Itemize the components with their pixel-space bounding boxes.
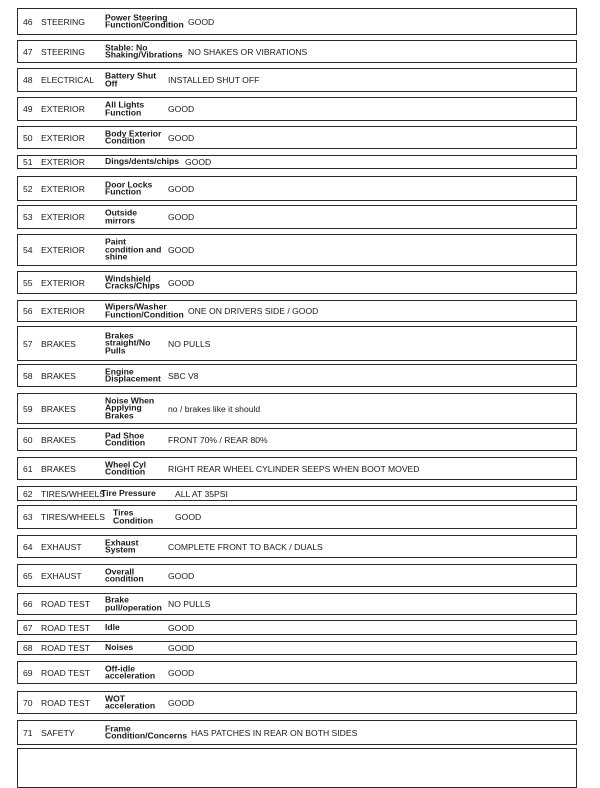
item-number: 70 <box>23 697 33 708</box>
item-number: 50 <box>23 132 33 143</box>
category-label: EXTERIOR <box>41 306 85 316</box>
check-item-label: Idle <box>105 621 120 632</box>
item-number: 57 <box>23 338 33 349</box>
item-number: 68 <box>23 643 33 653</box>
inspection-note: GOOD <box>168 245 195 255</box>
category-label: BRAKES <box>41 463 76 474</box>
table-row <box>17 68 577 92</box>
table-row <box>17 326 577 361</box>
item-number: 62 <box>23 488 33 499</box>
check-item-label: WOT acceleration <box>105 692 156 711</box>
category-label: TIRES/WHEELS <box>41 512 105 522</box>
table-row <box>17 505 577 529</box>
inspection-note: GOOD <box>168 183 195 194</box>
table-row <box>17 155 577 169</box>
item-number: 67 <box>23 622 33 633</box>
table-row <box>17 300 577 322</box>
table-row <box>17 271 577 294</box>
category-label: BRAKES <box>41 338 76 349</box>
inspection-note: NO SHAKES OR VIBRATIONS <box>188 46 308 57</box>
table-row <box>17 535 577 558</box>
inspection-note: GOOD <box>168 570 195 581</box>
inspection-note: RIGHT REAR WHEEL CYLINDER SEEPS WHEN BOOT MOVED <box>168 463 420 474</box>
check-item-label: Power Steering Function/Condition <box>105 11 184 30</box>
category-label: ROAD TEST <box>41 697 91 708</box>
item-number: 64 <box>23 541 33 552</box>
inspection-note: GOOD <box>168 104 195 114</box>
table-row <box>17 176 577 201</box>
inspection-note: GOOD <box>168 643 195 653</box>
check-item-label: Frame Condition/Concerns <box>105 722 188 741</box>
check-item-label: Battery Shut Off <box>105 70 157 88</box>
table-row <box>17 364 577 387</box>
table-row <box>17 641 577 655</box>
table-row <box>17 40 577 63</box>
inspection-note: GOOD <box>185 157 212 167</box>
check-item-label: Body Exterior Condition <box>105 127 162 146</box>
category-label: BRAKES <box>41 370 76 381</box>
table-row <box>17 205 577 229</box>
category-label: STEERING <box>41 46 85 57</box>
item-number: 63 <box>23 512 33 522</box>
inspection-note: GOOD <box>168 212 195 222</box>
check-item-label: Off-idle acceleration <box>105 662 156 681</box>
table-row <box>17 691 577 714</box>
check-item-label: Tires Condition <box>113 507 154 525</box>
check-item-label: Tire Pressure <box>101 487 156 498</box>
inspection-note: INSTALLED SHUT OFF <box>168 75 260 85</box>
item-number: 48 <box>23 75 33 85</box>
item-number: 59 <box>23 403 33 414</box>
category-label: BRAKES <box>41 434 76 445</box>
item-number: 51 <box>23 157 33 167</box>
check-item-label: Dings/dents/chips <box>105 156 180 167</box>
category-label: TIRES/WHEELS <box>41 488 105 499</box>
table-row <box>17 428 577 451</box>
table-row <box>17 661 577 684</box>
category-label: ROAD TEST <box>41 667 91 678</box>
inspection-note: FRONT 70% / REAR 80% <box>168 434 268 445</box>
inspection-note: GOOD <box>168 667 195 678</box>
table-row <box>17 126 577 149</box>
category-label: EXHAUST <box>41 570 82 581</box>
inspection-note: NO PULLS <box>168 599 211 609</box>
category-label: EXTERIOR <box>41 132 85 143</box>
inspection-note: no / brakes like it should <box>168 403 261 414</box>
table-row <box>17 564 577 587</box>
item-number: 52 <box>23 183 33 194</box>
item-number: 61 <box>23 463 33 474</box>
item-number: 49 <box>23 104 33 114</box>
item-number: 54 <box>23 245 33 255</box>
check-item-label: Wipers/Washer Function/Condition <box>105 301 184 319</box>
inspection-note: GOOD <box>188 16 215 27</box>
table-row <box>17 593 577 615</box>
check-item-label: Engine Displacement <box>105 365 161 384</box>
category-label: ROAD TEST <box>41 643 91 653</box>
item-number: 46 <box>23 16 33 27</box>
table-row <box>17 720 577 745</box>
item-number: 66 <box>23 599 33 609</box>
category-label: EXTERIOR <box>41 277 85 288</box>
check-item-label: Brakes straight/No Pulls <box>105 329 151 356</box>
check-item-label: Paint condition and shine <box>105 236 162 262</box>
item-number: 71 <box>23 727 33 738</box>
check-item-label: Windshield Cracks/Chips <box>105 272 160 291</box>
check-item-label: Stable: No Shaking/Vibrations <box>105 41 183 60</box>
table-row <box>17 97 577 121</box>
check-item-label: Outside mirrors <box>105 207 137 225</box>
category-label: EXTERIOR <box>41 157 85 167</box>
table-row <box>17 393 577 424</box>
check-item-label: Pad Shoe Condition <box>105 429 146 448</box>
inspection-note: GOOD <box>168 622 195 633</box>
item-number: 55 <box>23 277 33 288</box>
inspection-note: HAS PATCHES IN REAR ON BOTH SIDES <box>191 727 358 738</box>
item-number: 58 <box>23 370 33 381</box>
category-label: ROAD TEST <box>41 622 91 633</box>
check-item-label: Wheel Cyl Condition <box>105 458 147 477</box>
category-label: EXHAUST <box>41 541 82 552</box>
check-item-label: Door Locks Function <box>105 178 153 197</box>
category-label: ELECTRICAL <box>41 75 95 85</box>
check-item-label: Noise When Applying Brakes <box>105 394 155 421</box>
inspection-note: GOOD <box>175 512 202 522</box>
item-number: 47 <box>23 46 33 57</box>
check-item-label: Noises <box>105 642 134 653</box>
inspection-note: COMPLETE FRONT TO BACK / DUALS <box>168 541 323 552</box>
item-number: 53 <box>23 212 33 222</box>
inspection-note: ALL AT 35PSI <box>175 488 228 499</box>
inspection-note: ONE ON DRIVERS SIDE / GOOD <box>188 306 319 316</box>
category-label: EXTERIOR <box>41 104 85 114</box>
category-label: ROAD TEST <box>41 599 91 609</box>
inspection-note: SBC V8 <box>168 370 199 381</box>
inspection-note: GOOD <box>168 697 195 708</box>
check-item-label: Brake pull/operation <box>105 594 162 612</box>
table-row <box>17 486 577 501</box>
item-number: 60 <box>23 434 33 445</box>
item-number: 69 <box>23 667 33 678</box>
category-label: EXTERIOR <box>41 245 85 255</box>
item-number: 56 <box>23 306 33 316</box>
check-item-label: Overall condition <box>105 565 144 584</box>
category-label: STEERING <box>41 16 85 27</box>
inspection-note: NO PULLS <box>168 338 211 349</box>
category-label: BRAKES <box>41 403 76 414</box>
category-label: EXTERIOR <box>41 212 85 222</box>
category-label: SAFETY <box>41 727 75 738</box>
table-continuation-box <box>17 748 577 788</box>
table-row <box>17 457 577 480</box>
table-row <box>17 620 577 635</box>
item-number: 65 <box>23 570 33 581</box>
table-row <box>17 234 577 266</box>
category-label: EXTERIOR <box>41 183 85 194</box>
inspection-note: GOOD <box>168 132 195 143</box>
check-item-label: All Lights Function <box>105 99 145 117</box>
table-row <box>17 8 577 35</box>
inspection-note: GOOD <box>168 277 195 288</box>
check-item-label: Exhaust System <box>105 536 139 555</box>
